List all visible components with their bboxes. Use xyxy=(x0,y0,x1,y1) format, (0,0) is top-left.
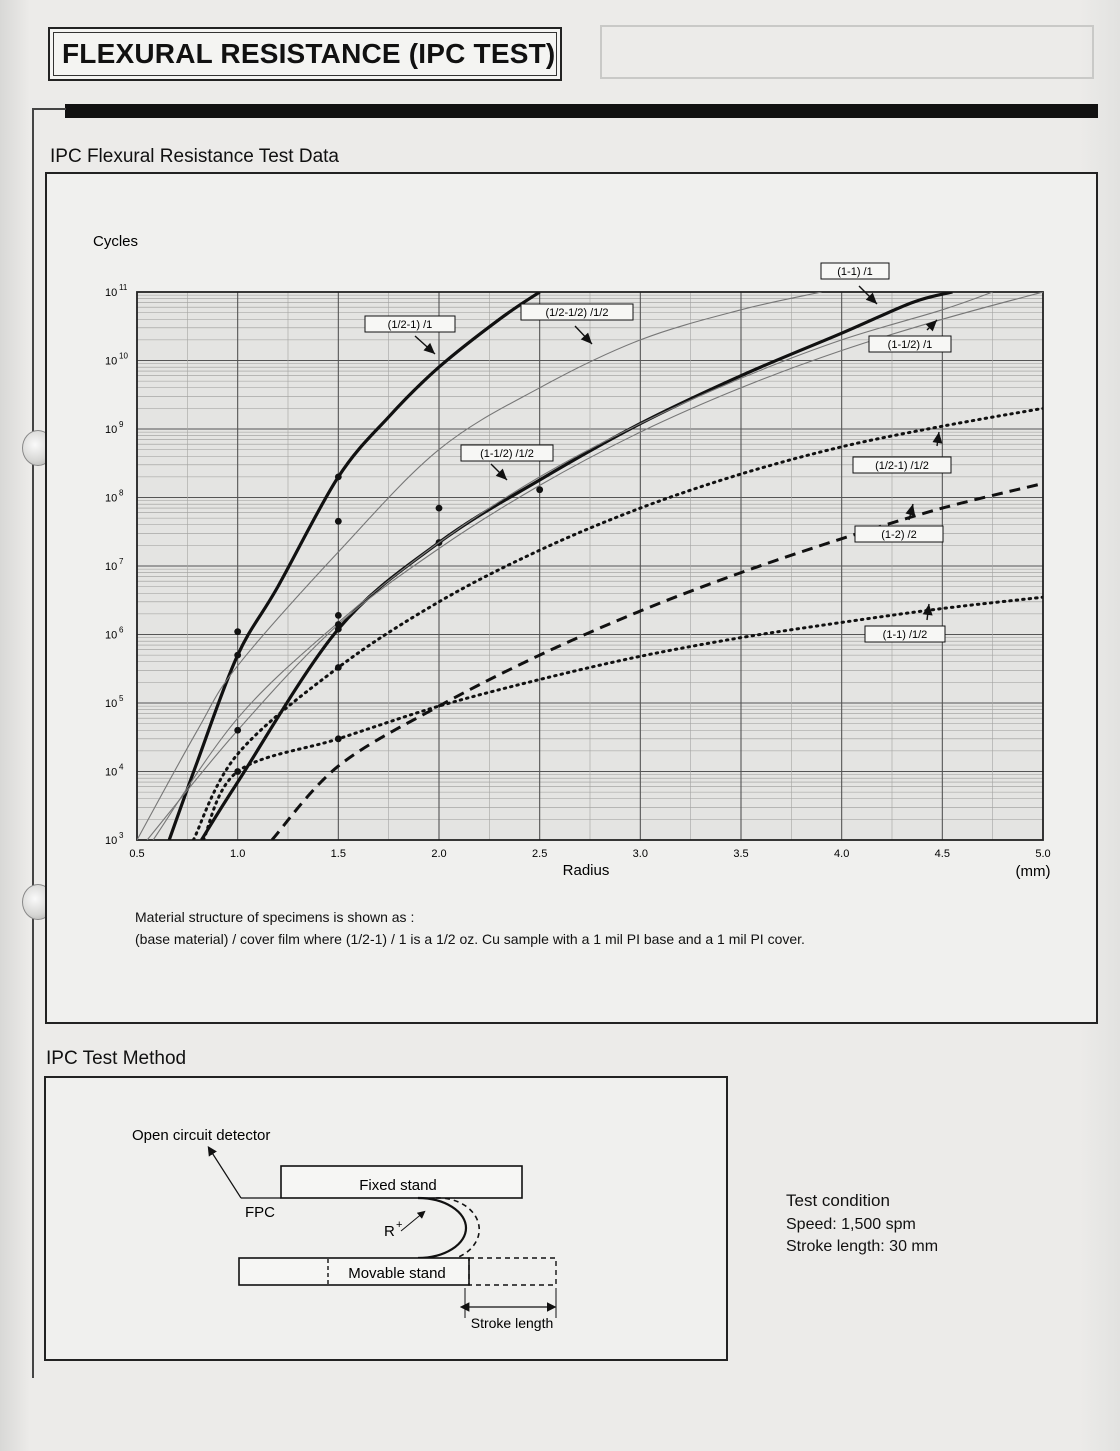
x-tick-label: 4.5 xyxy=(934,848,950,860)
y-tick-exponent: 8 xyxy=(119,488,124,498)
radius-plus-mark: + xyxy=(396,1219,403,1231)
test-condition-speed: Speed: 1,500 spm xyxy=(786,1216,916,1233)
data-point xyxy=(335,612,342,619)
y-tick-exponent: 4 xyxy=(119,762,124,772)
data-point xyxy=(335,518,342,525)
y-tick-label: 10 xyxy=(105,629,118,642)
y-tick-exponent: 9 xyxy=(119,420,124,429)
method-section-title: IPC Test Method xyxy=(46,1048,187,1069)
fpc-label: FPC xyxy=(245,1204,275,1221)
y-tick-label: 10 xyxy=(105,492,118,505)
bleed-through-ghost xyxy=(600,25,1094,79)
x-tick-label: 1.5 xyxy=(330,848,346,860)
x-tick-label: 0.5 xyxy=(129,848,145,860)
y-tick-exponent: 5 xyxy=(119,694,124,703)
series-label: (1-1/2) /1 xyxy=(887,339,933,351)
x-tick-label: 1.0 xyxy=(230,848,246,860)
x-tick-label: 3.5 xyxy=(733,848,749,860)
series-label: (1-1) /1/2 xyxy=(882,629,928,641)
x-tick-label: 2.0 xyxy=(431,848,447,860)
chart-note-line-2: (base material) / cover film where (1/2-1) / 1 is a 1/2 oz. Cu sample with a 1 mil PI base and a 1 mil PI cover. xyxy=(135,931,805,947)
series-label: (1/2-1/2) /1/2 xyxy=(545,307,609,319)
y-tick-exponent: 6 xyxy=(119,625,124,635)
data-point xyxy=(335,621,342,628)
radius-label: R xyxy=(384,1223,395,1240)
test-condition-stroke: Stroke length: 30 mm xyxy=(786,1238,939,1255)
y-axis-label: Cycles xyxy=(93,233,139,250)
x-tick-label: 3.0 xyxy=(632,848,648,860)
data-point xyxy=(234,727,241,734)
x-tick-label: 4.0 xyxy=(834,848,850,860)
fpc-bend xyxy=(418,1198,466,1258)
test-condition-title: Test condition xyxy=(786,1191,890,1210)
y-tick-exponent: 7 xyxy=(119,557,124,566)
x-tick-label: 5.0 xyxy=(1035,848,1051,860)
series-label: (1/2-1) /1/2 xyxy=(875,460,929,472)
radius-arrow xyxy=(401,1212,424,1231)
y-tick-label: 10 xyxy=(105,287,118,299)
chart-note-line-1: Material structure of specimens is shown as : xyxy=(135,909,415,925)
fpc-bend-stroke-end xyxy=(436,1198,479,1261)
data-point xyxy=(234,652,241,659)
left-margin-tick xyxy=(32,108,66,110)
page-title: FLEXURAL RESISTANCE (IPC TEST) xyxy=(53,32,557,76)
data-point xyxy=(234,768,241,775)
y-tick-exponent: 10 xyxy=(119,351,128,361)
movable-stand-stroke-end xyxy=(469,1258,556,1285)
data-point xyxy=(436,505,443,512)
method-panel xyxy=(44,1076,728,1361)
y-tick-label: 10 xyxy=(105,766,118,779)
y-tick-label: 10 xyxy=(105,355,118,368)
y-tick-exponent: 11 xyxy=(119,283,128,292)
data-point xyxy=(335,473,342,480)
series-label: (1/2-1) /1 xyxy=(387,319,433,331)
flexural-chart xyxy=(47,174,1096,1022)
y-tick-label: 10 xyxy=(105,698,118,710)
y-tick-label: 10 xyxy=(105,835,118,847)
y-tick-exponent: 3 xyxy=(119,831,124,840)
stroke-length-label: Stroke length xyxy=(470,1315,554,1331)
x-tick-label: 2.5 xyxy=(532,848,548,860)
chart-section-title: IPC Flexural Resistance Test Data xyxy=(50,146,339,167)
x-axis-unit: (mm) xyxy=(1015,863,1051,880)
series-label: (1-1) /1 xyxy=(837,266,873,278)
left-margin-rule xyxy=(32,108,34,1378)
series-label: (1-1/2) /1/2 xyxy=(480,448,534,460)
page-title-box xyxy=(48,27,562,81)
x-axis-label: Radius xyxy=(562,862,610,879)
data-point xyxy=(234,628,241,635)
detector-label: Open circuit detector xyxy=(132,1127,271,1144)
data-point xyxy=(335,664,342,671)
data-point xyxy=(335,735,342,742)
y-tick-label: 10 xyxy=(105,561,118,573)
series-label: (1-2) /2 xyxy=(881,529,917,541)
chart-panel xyxy=(45,172,1098,1024)
test-method-diagram xyxy=(46,1078,726,1359)
fixed-stand-label: Fixed stand xyxy=(359,1177,437,1194)
header-rule xyxy=(65,104,1098,118)
y-tick-label: 10 xyxy=(105,424,118,436)
movable-stand-label: Movable stand xyxy=(348,1265,446,1282)
detector-arrow xyxy=(209,1148,241,1198)
